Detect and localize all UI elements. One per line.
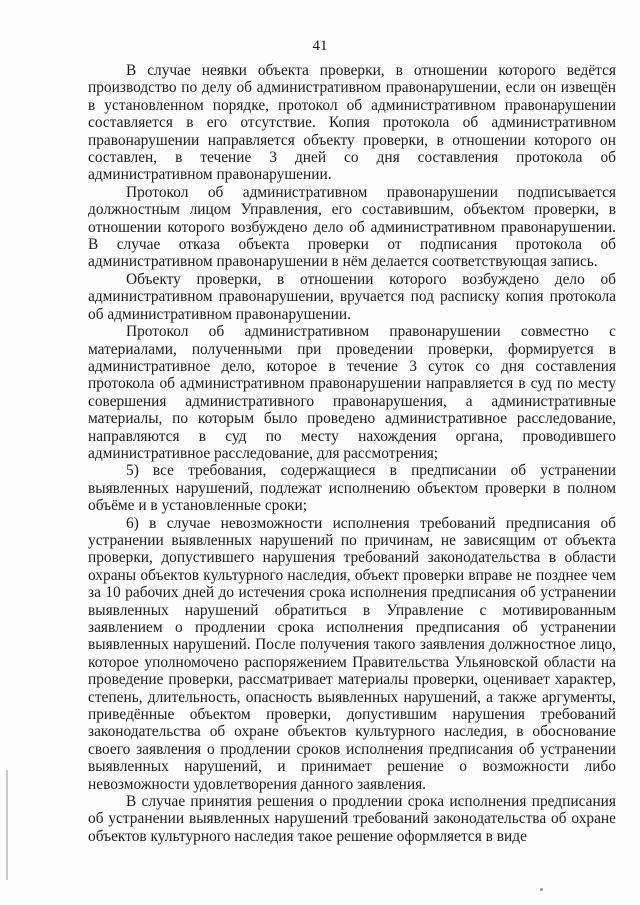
page-number: 41 (312, 38, 328, 54)
list-item-5: 5) все требования, содержащиеся в предписании об устранении выявленных нарушений, подлежат исполнению объектом проверки в полном объёме и в установленные сроки; (88, 462, 616, 515)
paragraph-protocol-signing: Протокол об административном правонарушении подписывается должностным лицом Управления, его составившим, объектом проверки, в отношении которого возбуждено дело об административном правонарушении. В случае отказа объекта проверки от подписания протокола об административном правонарушении в нём делается соответствующая запись. (88, 183, 616, 271)
paragraph-absence-protocol: В случае неявки объекта проверки, в отношении которого ведётся производство по делу об административном правонарушении, если он извещён в установленном порядке, протокол об административном правонарушении составляется в его отсутствие. Копия протокола об административном правонарушении направляется объекту проверки, в отношении которого он составлен, в течение 3 дней со дня составления протокола об административном правонарушении. (88, 62, 616, 184)
scan-speck (540, 888, 543, 891)
document-body (88, 62, 616, 845)
scan-edge-mark (6, 770, 8, 880)
paragraph-extension-decision: В случае принятия решения о продлении срока исполнения предписания об устранении выявленных нарушений требований законодательства об охране объектов культурного наследия такое решение оформляется в виде (88, 793, 616, 845)
paragraph-administrative-case: Протокол об административном правонарушении совместно с материалами, полученными при проведении проверки, формируется в административное дело, которое в течение 3 суток со дня составления протокола об административном правонарушении направляется в суд по месту совершения административного правонарушения, а административные материалы, по которым было проведено административное расследование, направляются в суд по месту нахождения органа, проводившего административное расследование, для рассмотрения; (88, 323, 616, 462)
paragraph-protocol-copy: Объекту проверки, в отношении которого возбуждено дело об административном правонарушении, вручается под расписку копия протокола об административном правонарушении. (88, 270, 616, 323)
list-item-6: 6) в случае невозможности исполнения требований предписания об устранении выявленных нарушений по причинам, не зависящим от объекта проверки, допустившего нарушения требований законодательства в области охраны объектов культурного наследия, объект проверки вправе не позднее чем за 10 рабочих дней до истечения срока исполнения предписания об устранении выявленных нарушений обратиться в Управление с мотивированным заявлением о продлении срока исполнения предписания об устранении выявленных нарушений. После получения такого заявления должностное лицо, которое уполномочено распоряжением Правительства Ульяновской области на проведение проверки, рассматривает материалы проверки, оценивает характер, степень, длительность, опасность выявленных нарушений, а также аргументы, приведённые объектом проверки, допустившим нарушения требований законодательства об охране объектов культурного наследия, в обоснование своего заявления о продлении сроков исполнения предписания об устранении выявленных нарушений, и принимает решение о возможности либо невозможности удовлетворения данного заявления. (88, 514, 616, 793)
